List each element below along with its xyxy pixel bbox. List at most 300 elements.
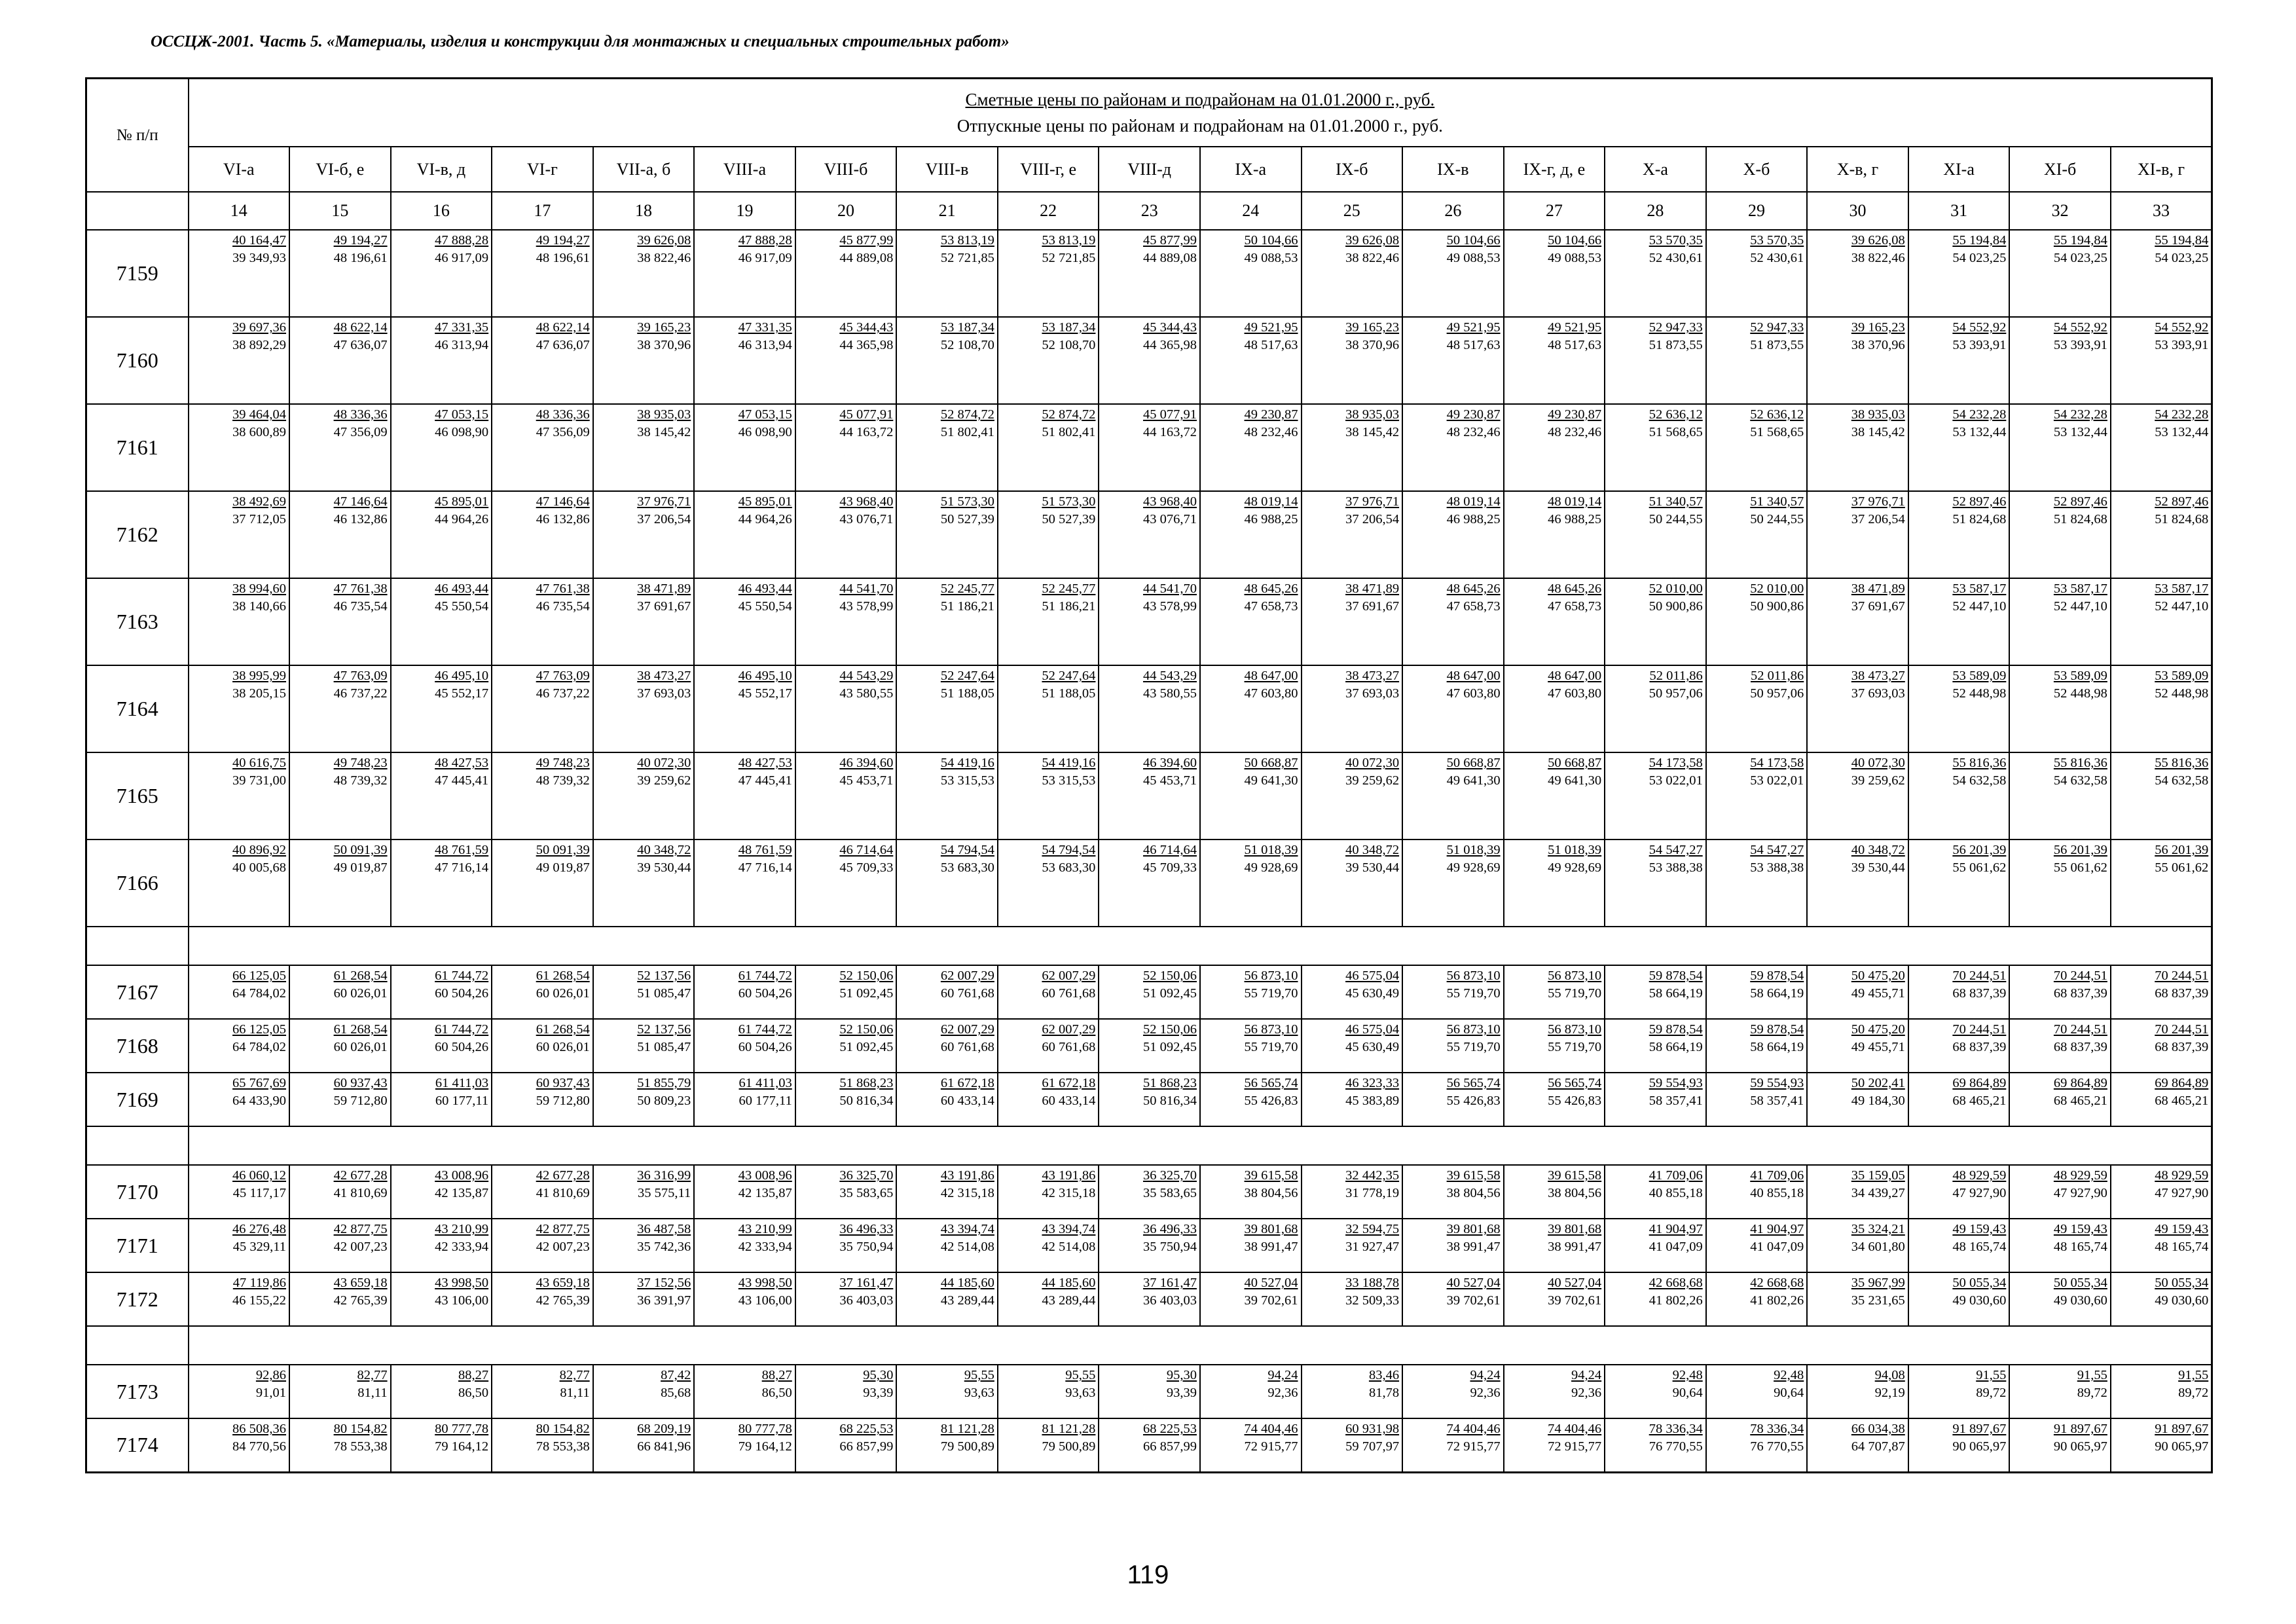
price-cell [694, 317, 795, 404]
release-price: 38 822,46 [637, 251, 691, 265]
price-cell [1402, 840, 1504, 927]
region-header: X-б [1706, 147, 1808, 192]
row-code: 7161 [86, 404, 189, 491]
estimate-price-line [998, 1219, 1099, 1239]
estimate-price-line [492, 1219, 592, 1239]
release-price: 39 530,44 [637, 860, 691, 875]
release-price: 91,01 [255, 1386, 287, 1400]
estimate-price: 45 344,43 [839, 320, 894, 335]
column-number: 22 [998, 192, 1099, 230]
release-price: 72 915,77 [1548, 1439, 1602, 1454]
estimate-price-line [1302, 840, 1402, 860]
estimate-price-line [189, 1166, 289, 1185]
release-price: 53 683,30 [940, 860, 994, 875]
table-row [86, 1165, 2212, 1219]
price-cell [189, 1418, 290, 1472]
estimate-price: 35 324,21 [1851, 1222, 1905, 1236]
estimate-price-line [1201, 579, 1301, 599]
estimate-price-line [189, 1020, 289, 1039]
price-cell [998, 578, 1099, 665]
estimate-price: 91,55 [1976, 1368, 2007, 1382]
release-price: 53 315,53 [1042, 773, 1096, 788]
estimate-price-line [695, 966, 795, 986]
estimate-price: 56 873,10 [1244, 1022, 1298, 1037]
price-cell [593, 317, 695, 404]
release-price: 51 186,21 [940, 599, 994, 614]
price-cell [2009, 1418, 2111, 1472]
estimate-price: 48 336,36 [536, 407, 590, 422]
price-cell [1908, 491, 2010, 578]
release-price: 43 076,71 [1142, 512, 1197, 526]
price-cell [1504, 1019, 1605, 1073]
estimate-price-line [695, 492, 795, 511]
estimate-price: 40 072,30 [1851, 756, 1905, 770]
release-price: 42 135,87 [435, 1186, 489, 1200]
price-cell [289, 1272, 391, 1326]
release-price: 53 393,91 [1952, 338, 2007, 352]
estimate-price: 95,55 [1065, 1368, 1096, 1382]
estimate-price-line [290, 966, 390, 986]
estimate-price-line [189, 405, 289, 424]
price-cell [593, 752, 695, 840]
release-price: 40 855,18 [1750, 1186, 1804, 1200]
estimate-price: 74 404,46 [1244, 1422, 1298, 1436]
estimate-price-line [998, 666, 1099, 686]
release-price: 45 453,71 [1142, 773, 1197, 788]
release-price: 48 232,46 [1446, 425, 1501, 439]
price-cell [1099, 965, 1200, 1019]
separator-cell [189, 1126, 2212, 1165]
release-price: 89,72 [1976, 1386, 2007, 1400]
estimate-price: 47 146,64 [536, 494, 590, 509]
price-cell [896, 1365, 998, 1418]
estimate-price-line [1808, 1219, 1908, 1239]
estimate-price: 56 201,39 [2155, 843, 2209, 857]
price-cell [1099, 317, 1200, 404]
estimate-price-line [796, 753, 896, 773]
estimate-price: 47 331,35 [738, 320, 792, 335]
price-cell [289, 1165, 391, 1219]
document-header: ОССЦЖ-2001. Часть 5. «Материалы, изделия и конструкции для монтажных и специальных строительных работ» [151, 33, 1010, 50]
price-cell [1908, 752, 2010, 840]
estimate-price: 35 967,99 [1851, 1276, 1905, 1290]
estimate-price: 48 929,59 [1952, 1168, 2007, 1183]
release-price: 79 164,12 [435, 1439, 489, 1454]
release-price: 46 313,94 [738, 338, 792, 352]
estimate-price: 47 888,28 [738, 233, 792, 248]
table-row [86, 665, 2212, 752]
price-cell [1706, 1272, 1808, 1326]
estimate-price-line [594, 1419, 694, 1439]
estimate-price: 46 575,04 [1345, 969, 1400, 983]
estimate-price: 50 104,66 [1548, 233, 1602, 248]
price-cell [795, 317, 897, 404]
price-cell [391, 752, 492, 840]
release-price: 51 873,55 [1750, 338, 1804, 352]
release-price: 44 163,72 [1142, 425, 1197, 439]
price-cell [1200, 1165, 1302, 1219]
price-cell [2009, 578, 2111, 665]
release-price: 55 719,70 [1446, 1040, 1501, 1054]
estimate-price: 41 904,97 [1649, 1222, 1703, 1236]
row-code: 7171 [86, 1219, 189, 1272]
price-cell [189, 840, 290, 927]
price-cell [391, 1165, 492, 1219]
release-price: 58 664,19 [1649, 986, 1703, 1001]
release-price: 43 578,99 [1142, 599, 1197, 614]
estimate-price: 39 165,23 [1345, 320, 1400, 335]
estimate-price: 74 404,46 [1548, 1422, 1602, 1436]
estimate-price: 46 495,10 [435, 669, 489, 683]
estimate-price: 66 125,05 [232, 1022, 287, 1037]
estimate-price: 46 060,12 [232, 1168, 287, 1183]
price-cell [1302, 965, 1403, 1019]
price-cell [391, 840, 492, 927]
estimate-price-line [290, 1073, 390, 1093]
release-price: 31 927,47 [1345, 1240, 1400, 1254]
price-cell [2009, 1019, 2111, 1073]
release-price: 45 117,17 [232, 1186, 287, 1200]
release-price: 41 810,69 [536, 1186, 590, 1200]
estimate-price: 68 225,53 [1142, 1422, 1197, 1436]
estimate-price: 39 165,23 [637, 320, 691, 335]
estimate-price: 38 473,27 [1345, 669, 1400, 683]
estimate-price: 49 194,27 [333, 233, 388, 248]
release-price: 85,68 [661, 1386, 691, 1400]
estimate-price-line [594, 753, 694, 773]
column-number: 24 [1200, 192, 1302, 230]
estimate-price: 61 744,72 [435, 969, 489, 983]
price-cell [998, 317, 1099, 404]
release-price: 45 383,89 [1345, 1094, 1400, 1108]
release-price: 39 731,00 [232, 773, 287, 788]
release-price: 38 991,47 [1446, 1240, 1501, 1254]
estimate-price-line [290, 231, 390, 250]
estimate-price: 45 895,01 [435, 494, 489, 509]
estimate-price-line [695, 1419, 795, 1439]
estimate-price-line [492, 318, 592, 337]
estimate-price: 91 897,67 [2053, 1422, 2107, 1436]
estimate-price: 70 244,51 [1952, 1022, 2007, 1037]
estimate-price: 51 573,30 [940, 494, 994, 509]
price-cell [289, 752, 391, 840]
estimate-price-line [2111, 492, 2211, 511]
column-number: 21 [896, 192, 998, 230]
estimate-price-line [290, 492, 390, 511]
release-price: 50 900,86 [1750, 599, 1804, 614]
price-cell [1605, 1073, 1706, 1126]
estimate-price-line [2010, 231, 2110, 250]
estimate-price-line [2010, 318, 2110, 337]
release-price: 48 517,63 [1244, 338, 1298, 352]
release-price: 49 641,30 [1446, 773, 1501, 788]
estimate-price: 44 541,70 [839, 581, 894, 596]
estimate-price: 37 161,47 [839, 1276, 894, 1290]
estimate-price-line [492, 753, 592, 773]
price-cell [1402, 1418, 1504, 1472]
estimate-price: 39 801,68 [1446, 1222, 1501, 1236]
column-number: 33 [2111, 192, 2212, 230]
estimate-price: 47 763,09 [333, 669, 388, 683]
price-cell [492, 1272, 593, 1326]
price-cell [1504, 752, 1605, 840]
estimate-price-line [1302, 1020, 1402, 1039]
price-cell [1402, 230, 1504, 317]
table-row [86, 1272, 2212, 1326]
estimate-price-line [1605, 1166, 1705, 1185]
estimate-price-line [1605, 231, 1705, 250]
price-cell [1605, 665, 1706, 752]
price-cell [1908, 965, 2010, 1019]
estimate-price-line [1302, 1219, 1402, 1239]
release-price: 55 719,70 [1244, 986, 1298, 1001]
estimate-price-line [1504, 318, 1605, 337]
release-price: 51 186,21 [1042, 599, 1096, 614]
price-cell [1200, 965, 1302, 1019]
price-cell [492, 1219, 593, 1272]
price-cell [1200, 1272, 1302, 1326]
price-cell [1908, 1019, 2010, 1073]
price-cell [189, 665, 290, 752]
price-cell [1807, 1219, 1908, 1272]
estimate-price-line [392, 966, 492, 986]
release-price: 49 928,69 [1446, 860, 1501, 875]
release-price: 49 455,71 [1851, 986, 1905, 1001]
estimate-price: 86 508,36 [232, 1422, 287, 1436]
estimate-price-line [492, 966, 592, 986]
column-number: 32 [2009, 192, 2111, 230]
estimate-price: 46 575,04 [1345, 1022, 1400, 1037]
estimate-price: 92,48 [1672, 1368, 1703, 1382]
estimate-price: 56 201,39 [1952, 843, 2007, 857]
estimate-price-line [897, 1073, 997, 1093]
price-cell [694, 1073, 795, 1126]
release-price: 68 837,39 [2053, 986, 2107, 1001]
release-price: 58 664,19 [1750, 1040, 1804, 1054]
release-price: 52 447,10 [1952, 599, 2007, 614]
estimate-price-line [1909, 405, 2009, 424]
release-price: 48 196,61 [333, 251, 388, 265]
price-cell [998, 665, 1099, 752]
estimate-price-line [998, 318, 1099, 337]
release-price: 68 837,39 [2155, 1040, 2209, 1054]
price-cell [1807, 752, 1908, 840]
estimate-price-line [1403, 231, 1503, 250]
estimate-price: 44 543,29 [839, 669, 894, 683]
estimate-price-line [897, 579, 997, 599]
price-cell [1706, 404, 1808, 491]
estimate-price-line [492, 492, 592, 511]
release-price: 53 022,01 [1750, 773, 1804, 788]
price-cell [593, 1165, 695, 1219]
estimate-price: 42 877,75 [333, 1222, 388, 1236]
price-cell [998, 1019, 1099, 1073]
table-row [86, 1219, 2212, 1272]
release-price: 38 205,15 [232, 686, 287, 701]
price-cell [1402, 317, 1504, 404]
estimate-price-line [796, 966, 896, 986]
estimate-price-line [1201, 405, 1301, 424]
release-price: 47 356,09 [333, 425, 388, 439]
estimate-price: 54 173,58 [1750, 756, 1804, 770]
release-price: 44 365,98 [839, 338, 894, 352]
estimate-price: 37 152,56 [637, 1276, 691, 1290]
price-cell [1706, 1165, 1808, 1219]
price-cell [795, 965, 897, 1019]
price-cell [1200, 1019, 1302, 1073]
price-cell [694, 840, 795, 927]
estimate-price-line [1909, 753, 2009, 773]
release-price: 48 517,63 [1548, 338, 1602, 352]
estimate-price: 60 931,98 [1345, 1422, 1400, 1436]
estimate-price: 53 589,09 [2053, 669, 2107, 683]
release-price: 48 232,46 [1244, 425, 1298, 439]
price-cell [1605, 230, 1706, 317]
estimate-price-line [1504, 1073, 1605, 1093]
estimate-price-line [897, 231, 997, 250]
price-cell [2009, 1219, 2111, 1272]
price-cell [1908, 840, 2010, 927]
estimate-price: 59 878,54 [1649, 969, 1703, 983]
price-cell [189, 752, 290, 840]
price-cell [795, 1165, 897, 1219]
release-price: 38 140,66 [232, 599, 287, 614]
release-price: 38 370,96 [637, 338, 691, 352]
region-header: IX-а [1200, 147, 1302, 192]
release-price: 37 206,54 [1345, 512, 1400, 526]
estimate-price-line [1909, 1365, 2009, 1385]
estimate-price-line [594, 579, 694, 599]
release-price: 64 433,90 [232, 1094, 287, 1108]
release-price: 51 188,05 [1042, 686, 1096, 701]
release-price: 47 927,90 [1952, 1186, 2007, 1200]
release-price: 55 061,62 [2053, 860, 2107, 875]
row-code: 7173 [86, 1365, 189, 1418]
price-cell [694, 230, 795, 317]
release-price: 66 841,96 [637, 1439, 691, 1454]
release-price: 58 664,19 [1649, 1040, 1703, 1054]
estimate-price: 41 709,06 [1649, 1168, 1703, 1183]
estimate-price: 61 268,54 [333, 1022, 388, 1037]
estimate-price-line [1403, 840, 1503, 860]
estimate-price-line [998, 1365, 1099, 1385]
estimate-price-line [1504, 492, 1605, 511]
release-price: 51 092,45 [839, 1040, 894, 1054]
region-header: VII-а, б [593, 147, 695, 192]
estimate-price: 95,55 [964, 1368, 994, 1382]
estimate-price-line [189, 966, 289, 986]
column-number: 25 [1302, 192, 1403, 230]
release-price: 92,36 [1470, 1386, 1501, 1400]
estimate-price: 62 007,29 [1042, 1022, 1096, 1037]
release-price: 37 693,03 [637, 686, 691, 701]
release-price: 49 019,87 [333, 860, 388, 875]
release-price: 45 630,49 [1345, 1040, 1400, 1054]
estimate-price-line [1605, 318, 1705, 337]
estimate-price: 48 019,14 [1548, 494, 1602, 509]
estimate-price: 49 159,43 [2155, 1222, 2209, 1236]
estimate-price-line [392, 753, 492, 773]
estimate-price: 53 589,09 [1952, 669, 2007, 683]
estimate-price: 36 496,33 [839, 1222, 894, 1236]
estimate-price: 47 053,15 [435, 407, 489, 422]
estimate-price-line [1099, 579, 1199, 599]
estimate-price: 54 552,92 [1952, 320, 2007, 335]
estimate-price: 53 587,17 [2053, 581, 2107, 596]
price-cell [1402, 578, 1504, 665]
estimate-price-line [897, 840, 997, 860]
release-price: 43 580,55 [1142, 686, 1197, 701]
estimate-price-line [189, 1073, 289, 1093]
price-cell [1807, 230, 1908, 317]
estimate-price-line [2111, 1365, 2211, 1385]
estimate-price-line [189, 1219, 289, 1239]
estimate-price: 56 565,74 [1446, 1076, 1501, 1090]
estimate-price: 56 873,10 [1446, 1022, 1501, 1037]
estimate-price: 88,27 [458, 1368, 489, 1382]
price-cell [1402, 752, 1504, 840]
price-cell [289, 1365, 391, 1418]
estimate-price: 52 897,46 [2155, 494, 2209, 509]
release-price: 78 553,38 [536, 1439, 590, 1454]
estimate-price: 54 547,27 [1649, 843, 1703, 857]
release-price: 45 550,54 [435, 599, 489, 614]
estimate-price: 94,24 [1571, 1368, 1602, 1382]
release-price: 51 824,68 [2053, 512, 2107, 526]
price-cell [289, 578, 391, 665]
release-price: 42 135,87 [738, 1186, 792, 1200]
release-price: 36 403,03 [1142, 1293, 1197, 1308]
estimate-price: 32 594,75 [1345, 1222, 1400, 1236]
price-cell [391, 1418, 492, 1472]
estimate-price: 52 874,72 [940, 407, 994, 422]
release-price: 52 721,85 [940, 251, 994, 265]
price-cell [1706, 965, 1808, 1019]
release-price: 93,63 [1065, 1386, 1096, 1400]
estimate-price: 59 878,54 [1750, 969, 1804, 983]
price-cell [492, 230, 593, 317]
release-price: 55 719,70 [1244, 1040, 1298, 1054]
price-cell [391, 965, 492, 1019]
release-price: 47 636,07 [536, 338, 590, 352]
estimate-price: 39 615,58 [1548, 1168, 1602, 1183]
estimate-price: 81 121,28 [940, 1422, 994, 1436]
estimate-price-line [1504, 1419, 1605, 1439]
price-cell [289, 230, 391, 317]
estimate-price-line [2010, 1219, 2110, 1239]
release-price: 68 465,21 [2155, 1094, 2209, 1108]
estimate-price: 43 659,18 [333, 1276, 388, 1290]
estimate-price: 44 541,70 [1142, 581, 1197, 596]
price-cell [1504, 1418, 1605, 1472]
release-price: 38 804,56 [1244, 1186, 1298, 1200]
price-cell [1807, 317, 1908, 404]
price-cell [694, 665, 795, 752]
estimate-price: 49 230,87 [1244, 407, 1298, 422]
estimate-price: 38 995,99 [232, 669, 287, 683]
estimate-price-line [1909, 1073, 2009, 1093]
estimate-price-line [492, 579, 592, 599]
estimate-price-line [189, 1419, 289, 1439]
release-price: 44 964,26 [738, 512, 792, 526]
estimate-price-line [1808, 231, 1908, 250]
estimate-price-line [1808, 318, 1908, 337]
estimate-price: 48 622,14 [333, 320, 388, 335]
price-cell [1706, 1418, 1808, 1472]
estimate-price-line [897, 1166, 997, 1185]
estimate-price: 94,24 [1267, 1368, 1298, 1382]
release-price: 36 403,03 [839, 1293, 894, 1308]
